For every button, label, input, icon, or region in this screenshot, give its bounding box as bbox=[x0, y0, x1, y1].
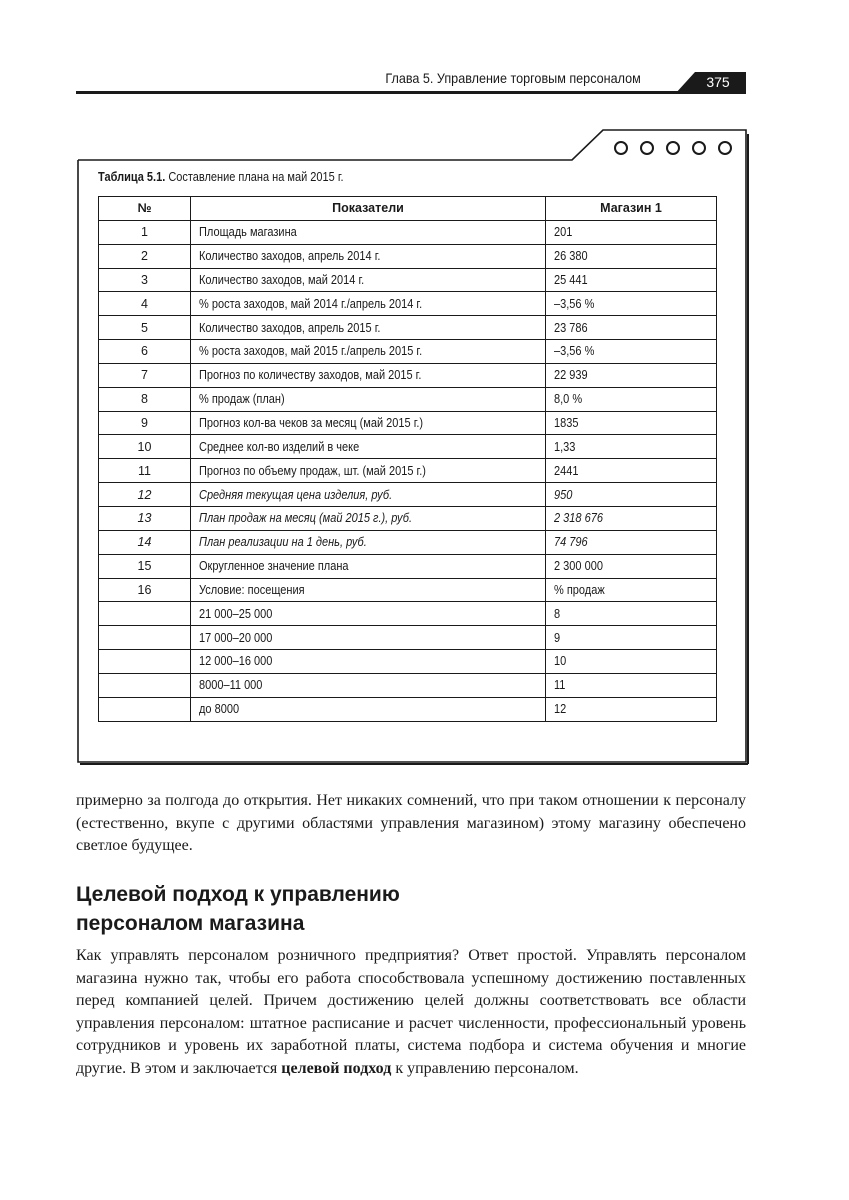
column-header-indicators: Показатели bbox=[191, 197, 546, 221]
row-number-cell bbox=[99, 530, 191, 554]
table-row bbox=[99, 220, 717, 244]
table-body bbox=[99, 220, 717, 721]
indicator-cell-text: План реализации на 1 день, руб. bbox=[199, 535, 367, 550]
indicator-cell bbox=[191, 268, 546, 292]
section-title-line: Целевой подход к управлению bbox=[76, 883, 400, 906]
table-row bbox=[99, 459, 717, 483]
table-caption-label: Таблица 5.1. bbox=[98, 170, 166, 184]
indicator-cell-text: Среднее кол-во изделий в чеке bbox=[199, 439, 360, 454]
row-number-cell-text: 13 bbox=[137, 511, 152, 526]
value-cell-text: 74 796 bbox=[554, 535, 588, 550]
table-row bbox=[99, 244, 717, 268]
indicator-cell bbox=[191, 483, 546, 507]
section-title-line: персоналом магазина bbox=[76, 912, 305, 935]
row-number-cell-text: 5 bbox=[141, 320, 148, 335]
table-row bbox=[99, 554, 717, 578]
row-number-cell-text: 7 bbox=[141, 368, 148, 383]
indicator-cell bbox=[191, 530, 546, 554]
value-cell-text: 9 bbox=[554, 630, 561, 645]
row-number-cell bbox=[99, 244, 191, 268]
page-number: 375 bbox=[706, 74, 730, 90]
row-number-cell bbox=[99, 292, 191, 316]
table-row bbox=[99, 602, 717, 626]
indicator-cell-text: 8000–11 000 bbox=[199, 678, 263, 693]
table-row bbox=[99, 411, 717, 435]
column-header-number: № bbox=[99, 197, 191, 221]
decor-circle-icon bbox=[640, 141, 654, 155]
value-cell-text: 12 bbox=[554, 702, 567, 717]
indicator-cell bbox=[191, 697, 546, 721]
chapter-title: Глава 5. Управление торговым персоналом bbox=[385, 70, 641, 86]
indicator-cell-text: до 8000 bbox=[199, 702, 240, 717]
row-number-cell-text: 4 bbox=[141, 296, 148, 311]
value-cell bbox=[546, 578, 717, 602]
value-cell bbox=[546, 411, 717, 435]
decor-circle-icon bbox=[692, 141, 706, 155]
value-cell bbox=[546, 244, 717, 268]
indicator-cell bbox=[191, 506, 546, 530]
table-row bbox=[99, 578, 717, 602]
indicator-cell bbox=[191, 650, 546, 674]
plan-table bbox=[98, 196, 717, 722]
body-paragraph: примерно за полгода до открытия. Нет никаких сомнений, что при таком отношении к персоналу (естественно, вкупе с другими областями управления магазином) этому магазину обеспечено светлое будущее. bbox=[76, 792, 746, 854]
value-cell-text: 201 bbox=[554, 225, 573, 240]
row-number-cell-text: 15 bbox=[137, 559, 152, 574]
table-row bbox=[99, 506, 717, 530]
table-row bbox=[99, 316, 717, 340]
row-number-cell-text: 6 bbox=[141, 344, 148, 359]
table-row bbox=[99, 387, 717, 411]
value-cell bbox=[546, 268, 717, 292]
decor-circle-icon bbox=[614, 141, 628, 155]
row-number-cell bbox=[99, 697, 191, 721]
row-number-cell bbox=[99, 578, 191, 602]
indicator-cell bbox=[191, 435, 546, 459]
value-cell-text: –3,56 % bbox=[554, 296, 595, 311]
value-cell-text: 2 318 676 bbox=[554, 511, 603, 526]
value-cell-text: 950 bbox=[554, 487, 573, 502]
value-cell bbox=[546, 697, 717, 721]
value-cell-text: 11 bbox=[554, 678, 566, 693]
section-title bbox=[76, 880, 746, 938]
table-caption-text: Составление плана на май 2015 г. bbox=[165, 170, 344, 184]
value-cell bbox=[546, 530, 717, 554]
indicator-cell bbox=[191, 626, 546, 650]
row-number-cell-text: 2 bbox=[141, 249, 148, 264]
row-number-cell bbox=[99, 602, 191, 626]
indicator-cell bbox=[191, 292, 546, 316]
value-cell-text: 23 786 bbox=[554, 320, 588, 335]
row-number-cell-text: 12 bbox=[137, 487, 152, 502]
table-caption bbox=[98, 170, 344, 184]
indicator-cell bbox=[191, 554, 546, 578]
value-cell bbox=[546, 435, 717, 459]
row-number-cell bbox=[99, 340, 191, 364]
row-number-cell-text: 3 bbox=[141, 272, 148, 287]
indicator-cell-text: % продаж (план) bbox=[199, 392, 285, 407]
indicator-cell-text: Средняя текущая цена изделия, руб. bbox=[199, 487, 393, 502]
value-cell bbox=[546, 459, 717, 483]
paragraph-text: к управлению персоналом. bbox=[391, 1059, 579, 1077]
value-cell bbox=[546, 387, 717, 411]
value-cell-text: 8,0 % bbox=[554, 392, 583, 407]
value-cell bbox=[546, 650, 717, 674]
row-number-cell bbox=[99, 363, 191, 387]
indicator-cell bbox=[191, 387, 546, 411]
row-number-cell-text: 9 bbox=[141, 416, 148, 431]
indicator-cell-text: % роста заходов, май 2015 г./апрель 2015 г. bbox=[199, 344, 423, 359]
value-cell-text: 8 bbox=[554, 606, 561, 621]
decor-circle-icon bbox=[718, 141, 732, 155]
value-cell-text: 2441 bbox=[554, 463, 579, 478]
value-cell-text: % продаж bbox=[554, 582, 605, 597]
indicator-cell bbox=[191, 459, 546, 483]
value-cell-text: 26 380 bbox=[554, 249, 588, 264]
table-row bbox=[99, 435, 717, 459]
row-number-cell bbox=[99, 626, 191, 650]
row-number-cell bbox=[99, 411, 191, 435]
indicator-cell-text: Количество заходов, апрель 2014 г. bbox=[199, 249, 381, 264]
value-cell-text: 22 939 bbox=[554, 368, 588, 383]
column-header-store: Магазин 1 bbox=[546, 197, 717, 221]
value-cell-text: 2 300 000 bbox=[554, 559, 603, 574]
indicator-cell bbox=[191, 316, 546, 340]
value-cell bbox=[546, 506, 717, 530]
indicator-cell-text: Условие: посещения bbox=[199, 582, 305, 597]
table-header-row bbox=[99, 197, 717, 221]
indicator-cell-text: Прогноз кол-ва чеков за месяц (май 2015 г.) bbox=[199, 416, 424, 431]
value-cell-text: 10 bbox=[554, 654, 567, 669]
table-row bbox=[99, 650, 717, 674]
paragraph-text: Как управлять персоналом розничного предприятия? Ответ простой. Управлять персоналом магазина нужно так, чтобы его работа способствовала успешному достижению поставленных перед компанией целей. Причем достижению целей должны соответствовать все области управления персоналом: штатное расписание и расчет численности, профессиональный уровень сотрудников и уровень их заработной платы, система подбора и система обучения и многие другие. В этом и заключается bbox=[76, 947, 746, 1077]
row-number-cell bbox=[99, 220, 191, 244]
value-cell bbox=[546, 483, 717, 507]
row-number-cell-text: 8 bbox=[141, 392, 148, 407]
row-number-cell-text: 14 bbox=[137, 535, 152, 550]
value-cell-text: 1,33 bbox=[554, 439, 576, 454]
decor-circle-icon bbox=[666, 141, 680, 155]
value-cell bbox=[546, 626, 717, 650]
row-number-cell bbox=[99, 435, 191, 459]
row-number-cell bbox=[99, 459, 191, 483]
indicator-cell bbox=[191, 673, 546, 697]
body-paragraph bbox=[76, 945, 746, 1080]
value-cell bbox=[546, 673, 717, 697]
value-cell bbox=[546, 292, 717, 316]
row-number-cell bbox=[99, 268, 191, 292]
row-number-cell bbox=[99, 673, 191, 697]
indicator-cell-text: Прогноз по объему продаж, шт. (май 2015 г.) bbox=[199, 463, 426, 478]
indicator-cell bbox=[191, 244, 546, 268]
row-number-cell bbox=[99, 506, 191, 530]
value-cell-text: 1835 bbox=[554, 416, 579, 431]
value-cell bbox=[546, 316, 717, 340]
table-row bbox=[99, 697, 717, 721]
indicator-cell bbox=[191, 220, 546, 244]
indicator-cell-text: 21 000–25 000 bbox=[199, 606, 273, 621]
row-number-cell bbox=[99, 554, 191, 578]
indicator-cell bbox=[191, 602, 546, 626]
indicator-cell bbox=[191, 411, 546, 435]
indicator-cell-text: Площадь магазина bbox=[199, 225, 297, 240]
table-row bbox=[99, 268, 717, 292]
indicator-cell-text: Округленное значение плана bbox=[199, 559, 349, 574]
table-row bbox=[99, 626, 717, 650]
row-number-cell-text: 1 bbox=[141, 225, 148, 240]
indicator-cell-text: 12 000–16 000 bbox=[199, 654, 273, 669]
indicator-cell-text: План продаж на месяц (май 2015 г.), руб. bbox=[199, 511, 413, 526]
indicator-cell-text: Количество заходов, апрель 2015 г. bbox=[199, 320, 381, 335]
row-number-cell bbox=[99, 316, 191, 340]
indicator-cell bbox=[191, 340, 546, 364]
indicator-cell bbox=[191, 363, 546, 387]
table-row bbox=[99, 530, 717, 554]
row-number-cell-text: 11 bbox=[138, 463, 151, 478]
table-row bbox=[99, 363, 717, 387]
value-cell bbox=[546, 554, 717, 578]
bold-term: целевой подход bbox=[281, 1059, 392, 1077]
value-cell-text: –3,56 % bbox=[554, 344, 595, 359]
table-row bbox=[99, 340, 717, 364]
value-cell bbox=[546, 363, 717, 387]
row-number-cell bbox=[99, 387, 191, 411]
value-cell bbox=[546, 602, 717, 626]
indicator-cell-text: Количество заходов, май 2014 г. bbox=[199, 272, 365, 287]
row-number-cell-text: 16 bbox=[137, 582, 152, 597]
value-cell bbox=[546, 340, 717, 364]
table-row bbox=[99, 673, 717, 697]
table-row bbox=[99, 292, 717, 316]
indicator-cell-text: Прогноз по количеству заходов, май 2015 г. bbox=[199, 368, 422, 383]
indicator-cell bbox=[191, 578, 546, 602]
row-number-cell-text: 10 bbox=[137, 439, 152, 454]
indicator-cell-text: 17 000–20 000 bbox=[199, 630, 273, 645]
value-cell bbox=[546, 220, 717, 244]
table-row bbox=[99, 483, 717, 507]
value-cell-text: 25 441 bbox=[554, 272, 588, 287]
row-number-cell bbox=[99, 650, 191, 674]
indicator-cell-text: % роста заходов, май 2014 г./апрель 2014 г. bbox=[199, 296, 423, 311]
row-number-cell bbox=[99, 483, 191, 507]
